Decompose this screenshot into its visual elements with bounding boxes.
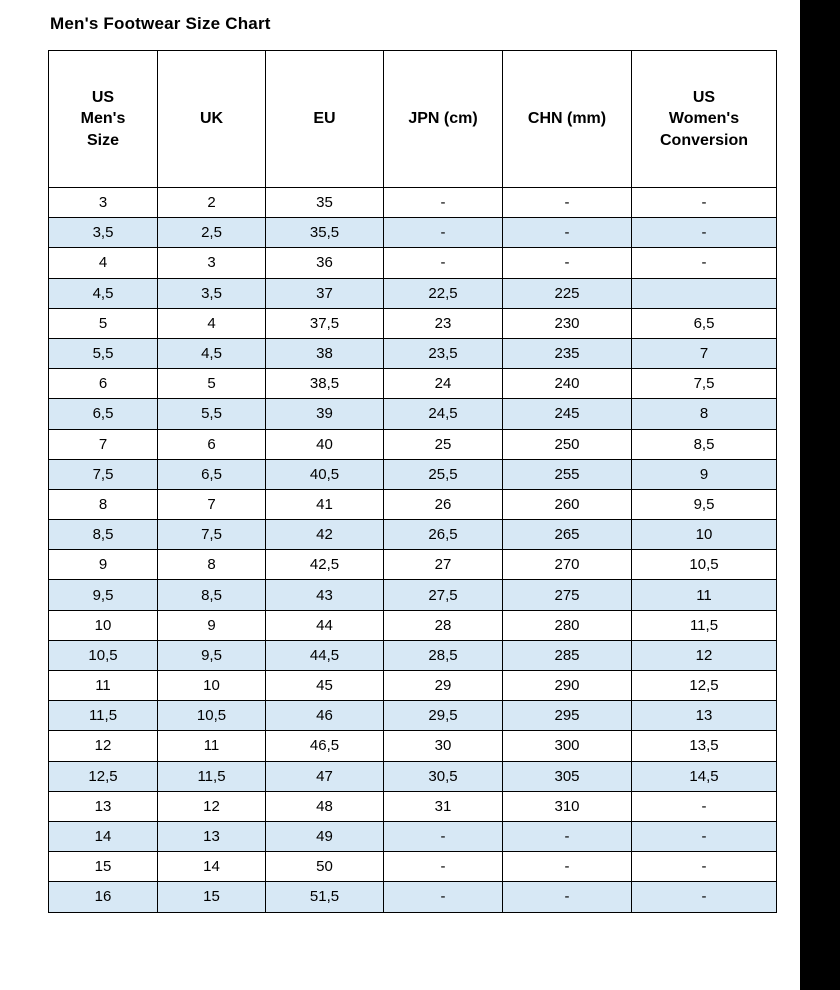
table-row <box>49 640 777 670</box>
table-cell: 7,5 <box>158 520 266 550</box>
table-row <box>49 278 777 308</box>
table-cell: 3,5 <box>49 218 158 248</box>
table-row <box>49 459 777 489</box>
table-cell: 255 <box>503 459 632 489</box>
table-cell: 8 <box>632 399 777 429</box>
table-cell: 4,5 <box>49 278 158 308</box>
table-cell: 3 <box>49 188 158 218</box>
table-cell: 35,5 <box>266 218 384 248</box>
column-header-uk: UK <box>158 51 266 188</box>
table-cell: 44 <box>266 610 384 640</box>
table-cell: 25 <box>384 429 503 459</box>
table-cell: - <box>632 852 777 882</box>
table-row <box>49 338 777 368</box>
size-chart-container <box>48 50 748 913</box>
table-row <box>49 882 777 912</box>
table-cell: 11,5 <box>158 761 266 791</box>
table-cell: 11 <box>158 731 266 761</box>
table-cell: 10,5 <box>158 701 266 731</box>
table-cell: 6 <box>49 369 158 399</box>
table-cell: 270 <box>503 550 632 580</box>
header-row <box>49 51 777 188</box>
table-cell: 9,5 <box>49 580 158 610</box>
table-cell: - <box>384 821 503 851</box>
table-cell: 37 <box>266 278 384 308</box>
table-cell: 250 <box>503 429 632 459</box>
table-cell: 24 <box>384 369 503 399</box>
table-cell: 35 <box>266 188 384 218</box>
table-cell: 38,5 <box>266 369 384 399</box>
table-row <box>49 218 777 248</box>
table-cell: 260 <box>503 489 632 519</box>
table-cell: 310 <box>503 791 632 821</box>
table-cell: 39 <box>266 399 384 429</box>
table-cell: 45 <box>266 671 384 701</box>
table-cell: 13 <box>632 701 777 731</box>
table-cell: 12,5 <box>632 671 777 701</box>
table-cell: 11 <box>632 580 777 610</box>
table-cell: - <box>384 188 503 218</box>
table-cell: 12,5 <box>49 761 158 791</box>
table-cell: 30 <box>384 731 503 761</box>
table-cell: - <box>384 852 503 882</box>
table-cell: 9 <box>632 459 777 489</box>
table-cell: 15 <box>49 852 158 882</box>
table-cell: 10 <box>632 520 777 550</box>
table-cell: - <box>503 248 632 278</box>
table-row <box>49 369 777 399</box>
table-cell: 9,5 <box>158 640 266 670</box>
table-cell: 23 <box>384 308 503 338</box>
table-cell: 38 <box>266 338 384 368</box>
table-cell: 48 <box>266 791 384 821</box>
table-cell: - <box>503 882 632 912</box>
table-cell: - <box>384 882 503 912</box>
table-cell: 9 <box>158 610 266 640</box>
table-cell: 51,5 <box>266 882 384 912</box>
table-cell: 12 <box>158 791 266 821</box>
table-cell: 2,5 <box>158 218 266 248</box>
table-cell: 2 <box>158 188 266 218</box>
table-cell: 41 <box>266 489 384 519</box>
table-cell: 3,5 <box>158 278 266 308</box>
table-cell: 11,5 <box>632 610 777 640</box>
table-row <box>49 701 777 731</box>
table-cell: 26,5 <box>384 520 503 550</box>
table-cell: - <box>632 821 777 851</box>
table-cell: 3 <box>158 248 266 278</box>
table-cell: - <box>503 218 632 248</box>
table-cell: 15 <box>158 882 266 912</box>
table-cell: 42,5 <box>266 550 384 580</box>
table-cell: 14 <box>49 821 158 851</box>
table-cell: 10 <box>158 671 266 701</box>
table-cell: 4,5 <box>158 338 266 368</box>
table-cell: 11 <box>49 671 158 701</box>
table-cell: 7,5 <box>49 459 158 489</box>
column-header-jpn-cm: JPN (cm) <box>384 51 503 188</box>
table-cell: 10,5 <box>49 640 158 670</box>
table-cell: 235 <box>503 338 632 368</box>
column-header-us-womens-conversion: US Women's Conversion <box>632 51 777 188</box>
table-cell: 16 <box>49 882 158 912</box>
table-cell: 42 <box>266 520 384 550</box>
table-cell: - <box>632 248 777 278</box>
table-cell: - <box>503 821 632 851</box>
table-cell: 36 <box>266 248 384 278</box>
table-body <box>49 188 777 913</box>
table-cell: 13 <box>49 791 158 821</box>
table-row <box>49 791 777 821</box>
table-cell: 240 <box>503 369 632 399</box>
table-cell: 31 <box>384 791 503 821</box>
table-cell: 5 <box>158 369 266 399</box>
table-cell: - <box>384 218 503 248</box>
table-row <box>49 429 777 459</box>
table-cell: 24,5 <box>384 399 503 429</box>
table-cell: 300 <box>503 731 632 761</box>
table-cell: 29,5 <box>384 701 503 731</box>
table-cell: 245 <box>503 399 632 429</box>
table-cell: 9,5 <box>632 489 777 519</box>
table-cell: 11,5 <box>49 701 158 731</box>
table-cell: 9 <box>49 550 158 580</box>
table-cell: 14 <box>158 852 266 882</box>
table-cell: 49 <box>266 821 384 851</box>
table-row <box>49 852 777 882</box>
table-row <box>49 489 777 519</box>
table-cell: 6,5 <box>632 308 777 338</box>
table-cell: 10,5 <box>632 550 777 580</box>
table-cell: - <box>632 188 777 218</box>
table-cell: - <box>632 218 777 248</box>
table-cell <box>632 278 777 308</box>
table-cell: 28 <box>384 610 503 640</box>
table-row <box>49 610 777 640</box>
table-row <box>49 821 777 851</box>
table-cell: 4 <box>158 308 266 338</box>
table-cell: 40,5 <box>266 459 384 489</box>
table-cell: - <box>632 882 777 912</box>
size-chart-table <box>48 50 777 913</box>
table-cell: 6 <box>158 429 266 459</box>
table-cell: 13 <box>158 821 266 851</box>
table-cell: 22,5 <box>384 278 503 308</box>
table-cell: 13,5 <box>632 731 777 761</box>
table-cell: 8,5 <box>158 580 266 610</box>
table-cell: 7 <box>158 489 266 519</box>
table-row <box>49 731 777 761</box>
table-cell: 230 <box>503 308 632 338</box>
table-cell: 275 <box>503 580 632 610</box>
table-row <box>49 671 777 701</box>
table-cell: - <box>632 791 777 821</box>
table-cell: 23,5 <box>384 338 503 368</box>
table-cell: 12 <box>632 640 777 670</box>
table-cell: 295 <box>503 701 632 731</box>
table-row <box>49 520 777 550</box>
column-header-eu: EU <box>266 51 384 188</box>
table-cell: 27 <box>384 550 503 580</box>
table-row <box>49 399 777 429</box>
table-cell: 37,5 <box>266 308 384 338</box>
table-cell: 46 <box>266 701 384 731</box>
table-cell: 44,5 <box>266 640 384 670</box>
table-cell: 7,5 <box>632 369 777 399</box>
column-header-us-mens-size: US Men's Size <box>49 51 158 188</box>
table-cell: 4 <box>49 248 158 278</box>
table-header <box>49 51 777 188</box>
table-cell: 8 <box>49 489 158 519</box>
table-cell: - <box>503 852 632 882</box>
table-cell: 8,5 <box>632 429 777 459</box>
table-cell: 8,5 <box>49 520 158 550</box>
table-cell: 12 <box>49 731 158 761</box>
table-cell: 290 <box>503 671 632 701</box>
table-cell: 14,5 <box>632 761 777 791</box>
table-row <box>49 308 777 338</box>
table-row <box>49 188 777 218</box>
table-cell: - <box>503 188 632 218</box>
table-cell: 46,5 <box>266 731 384 761</box>
table-cell: 43 <box>266 580 384 610</box>
table-row <box>49 580 777 610</box>
page-title: Men's Footwear Size Chart <box>50 14 271 33</box>
table-cell: 25,5 <box>384 459 503 489</box>
table-row <box>49 248 777 278</box>
table-row <box>49 550 777 580</box>
table-cell: 7 <box>632 338 777 368</box>
table-cell: 26 <box>384 489 503 519</box>
table-cell: 29 <box>384 671 503 701</box>
table-cell: 28,5 <box>384 640 503 670</box>
table-cell: 10 <box>49 610 158 640</box>
column-header-chn-mm: CHN (mm) <box>503 51 632 188</box>
table-cell: 305 <box>503 761 632 791</box>
table-cell: 30,5 <box>384 761 503 791</box>
table-cell: 265 <box>503 520 632 550</box>
table-row <box>49 761 777 791</box>
table-cell: 40 <box>266 429 384 459</box>
table-cell: 5 <box>49 308 158 338</box>
table-cell: 5,5 <box>49 338 158 368</box>
table-cell: 280 <box>503 610 632 640</box>
table-cell: 6,5 <box>158 459 266 489</box>
table-cell: 6,5 <box>49 399 158 429</box>
table-cell: 50 <box>266 852 384 882</box>
table-cell: 225 <box>503 278 632 308</box>
table-cell: 47 <box>266 761 384 791</box>
table-cell: 285 <box>503 640 632 670</box>
table-cell: 5,5 <box>158 399 266 429</box>
table-cell: 8 <box>158 550 266 580</box>
table-cell: 27,5 <box>384 580 503 610</box>
table-cell: - <box>384 248 503 278</box>
table-cell: 7 <box>49 429 158 459</box>
